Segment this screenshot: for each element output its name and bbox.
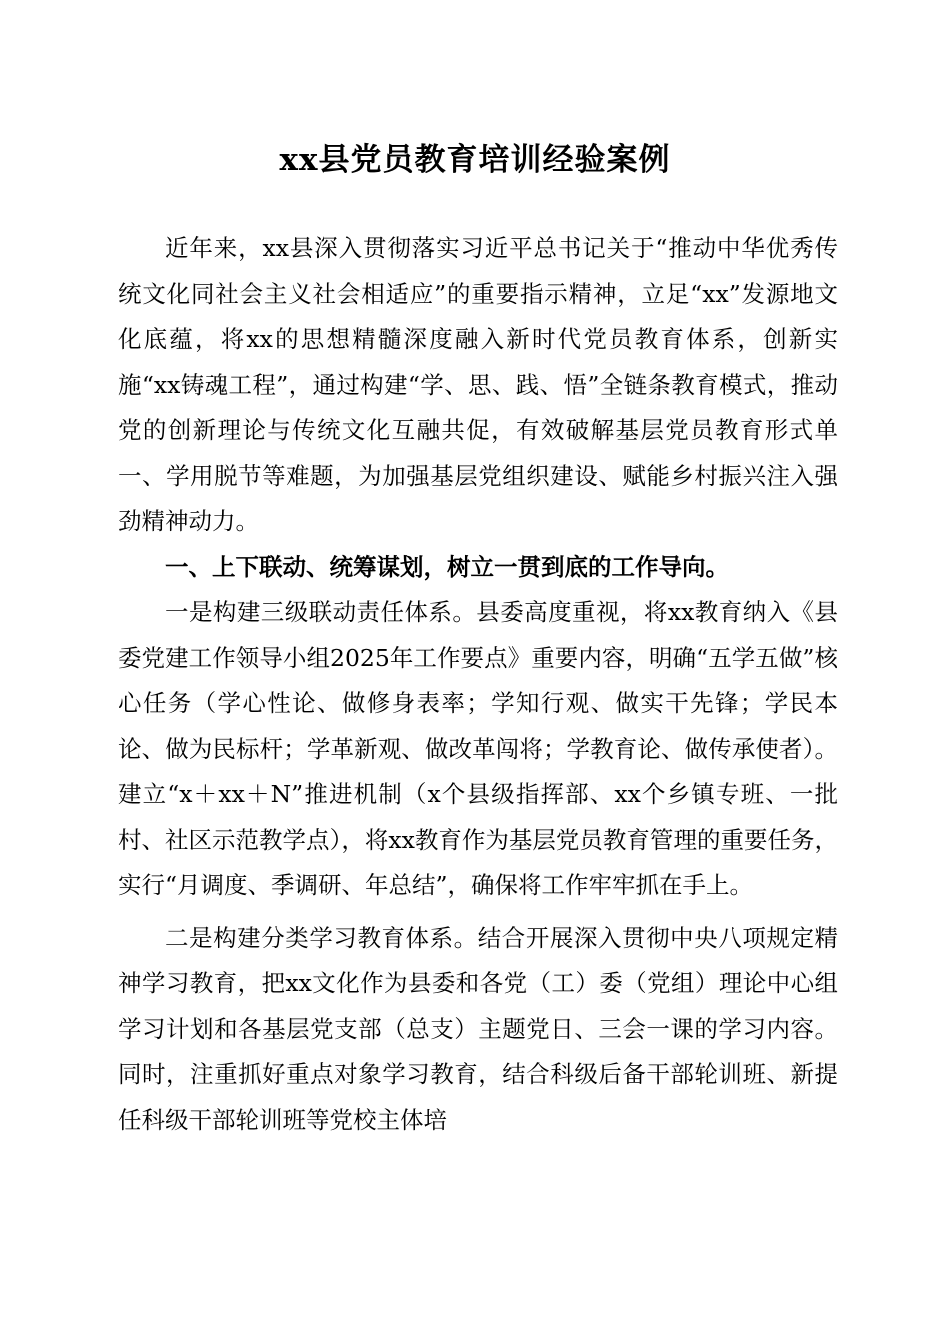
document-body [118, 226, 838, 1143]
paragraph-1: 一是构建三级联动责任体系。县委高度重视，将xx教育纳入《县委党建工作领导小组2025年工作要点》重要内容，明确“五学五做”核心任务（学心性论、做修身表率；学知行观、做实干先锋；学民本论、做为民标杆；学革新观、做改革闯将；学教育论、做传承使者）。建立“x＋xx＋N”推进机制（x个县级指挥部、xx个乡镇专班、一批村、社区示范教学点），将xx教育作为基层党员教育管理的重要任务，实行“月调度、季调研、年总结”，确保将工作牢牢抓在手上。 [118, 598, 838, 899]
section-heading-1: 一、上下联动、统筹谋划，树立一贯到底的工作导向。 [165, 552, 729, 581]
intro-paragraph: 近年来，xx县深入贯彻落实习近平总书记关于“推动中华优秀传统文化同社会主义社会相适应”的重要指示精神，立足“xx”发源地文化底蕴，将xx的思想精髓深度融入新时代党员教育体系，创新实施“xx铸魂工程”，通过构建“学、思、践、悟”全链条教育模式，推动党的创新理论与传统文化互融共促，有效破解基层党员教育形式单一、学用脱节等难题，为加强基层党组织建设、赋能乡村振兴注入强劲精神动力。 [118, 234, 838, 535]
paragraph-2: 二是构建分类学习教育体系。结合开展深入贯彻中央八项规定精神学习教育，把xx文化作为县委和各党（工）委（党组）理论中心组学习计划和各基层党支部（总支）主题党日、三会一课的学习内容。同时，注重抓好重点对象学习教育，结合科级后备干部轮训班、新提任科级干部轮训班等党校主体培 [118, 923, 838, 1134]
document-title: xx县党员教育培训经验案例 [279, 142, 671, 178]
